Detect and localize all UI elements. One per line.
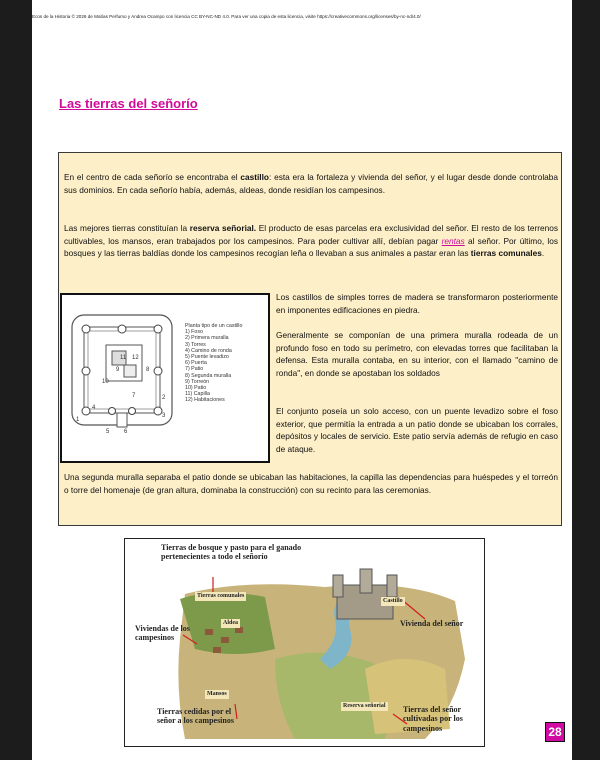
legend-title: Planta tipo de un castillo (185, 323, 243, 329)
paragraph-reserva: Las mejores tierras constituían la reserva señorial. El producto de esas parcelas era exclusividad del señor. El resto de los terrenos cultivables, los mansos, eran trabajados por los campesinos. Para poder cultivar allí, debían pagar rentas al señor. Por último, los bosques y las tierras baldías donde los campesinos recogían leña o llevaban a sus animales a pastar eran las tierras comunales. (64, 223, 558, 259)
plan-number: 7 (132, 393, 136, 399)
page-title: Las tierras del señorío (59, 96, 198, 111)
legend-item: 7) Patio (185, 366, 204, 373)
castle-plan-figure (60, 293, 270, 463)
tag-aldea: Aldea (221, 619, 240, 628)
license-text: Ecos de la Historia © 2026 de Matías Perfumo y Andrea Ocampo con licencia CC BY-NC-ND 4.0. Para ver una copia de esta licencia, visite https://creativecommons.org/licenses/by-nc-nd/4.0/ (32, 14, 421, 19)
legend-item: 10) Patio (185, 385, 207, 392)
page-number: 28 (545, 722, 565, 742)
tag-castillo: Castillo (381, 597, 405, 606)
senorio-map-figure (124, 538, 485, 747)
paragraph-castillo: En el centro de cada señorío se encontraba el castillo: esta era la fortaleza y vivienda del señor, y el lugar desde donde controlaba sus dominios. En cada señorío había, además, aldeas, donde residían los campesinos. (64, 172, 559, 195)
castle-plan-legend (185, 323, 242, 404)
plan-number: 2 (162, 395, 166, 401)
legend-item: 4) Camino de ronda (185, 347, 232, 354)
label-viviendas-campesinos: Viviendas de los campesinos (135, 624, 190, 643)
legend-item: 3) Torres (185, 341, 206, 348)
legend-item: 8) Segunda muralla (185, 372, 232, 379)
plan-number: 8 (146, 367, 150, 373)
legend-item: 5) Puente levadizo (185, 354, 229, 361)
plan-number: 9 (116, 367, 120, 373)
plan-number: 11 (120, 355, 127, 361)
tag-mansos: Mansos (205, 690, 229, 699)
plan-number: 10 (102, 379, 109, 385)
plan-number: 6 (124, 429, 128, 435)
tag-tierras-comunales: Tierras comunales (195, 592, 246, 601)
plan-number: 12 (132, 355, 139, 361)
label-tierras-cedidas: Tierras cedidas por el señor a los campesinos (157, 707, 234, 726)
legend-item: 9) Torreón (185, 378, 210, 385)
rentas-link[interactable]: rentas (441, 235, 465, 246)
plan-number: 1 (76, 417, 80, 423)
paragraph-torres-madera: Los castillos de simples torres de madera se transformaron posteriormente en imponentes edificaciones en piedra. (276, 292, 558, 315)
legend-item: 6) Puerta (185, 360, 207, 367)
paragraph-segunda-muralla: Una segunda muralla separaba el patio donde se ubicaban las habitaciones, la capilla las dependencias para huéspedes y el torreón o torre del homenaje (de gran altura, dominaba la construcción) con su recinto para las ceremonias. (64, 472, 558, 495)
legend-item: 1) Foso (185, 329, 203, 336)
label-vivienda-senor: Vivienda del señor (400, 619, 464, 628)
tag-reserva-senorial: Reserva señorial (341, 702, 388, 711)
label-tierras-cultivadas: Tierras del señor cultivadas por los campesinos (403, 705, 463, 733)
legend-item: 11) Capilla (185, 391, 210, 398)
paragraph-muralla: Generalmente se componían de una primera muralla rodeada de un profundo foso en todo su perímetro, con elevadas torres que facilitaban la defensa. Esta muralla contaba, en su interior, con el llamado "camino de ronda", en donde se apostaban los soldados (276, 330, 558, 378)
label-tierras-bosque: Tierras de bosque y pasto para el ganado pertenecientes a todo el señorío (161, 543, 302, 562)
plan-number: 3 (162, 413, 166, 419)
plan-number: 5 (106, 429, 110, 435)
paragraph-acceso: El conjunto poseía un solo acceso, con un puente levadizo sobre el foso exterior, que permitía la entrada a un patio donde se ubicaban los corrales, depósitos y locales de servicio. Este patio servía además de refugio en caso de ataque. (276, 406, 558, 454)
plan-number: 4 (92, 405, 96, 411)
legend-item: 2) Primera muralla (185, 335, 229, 342)
legend-item: 12) Habitaciones (185, 397, 225, 404)
